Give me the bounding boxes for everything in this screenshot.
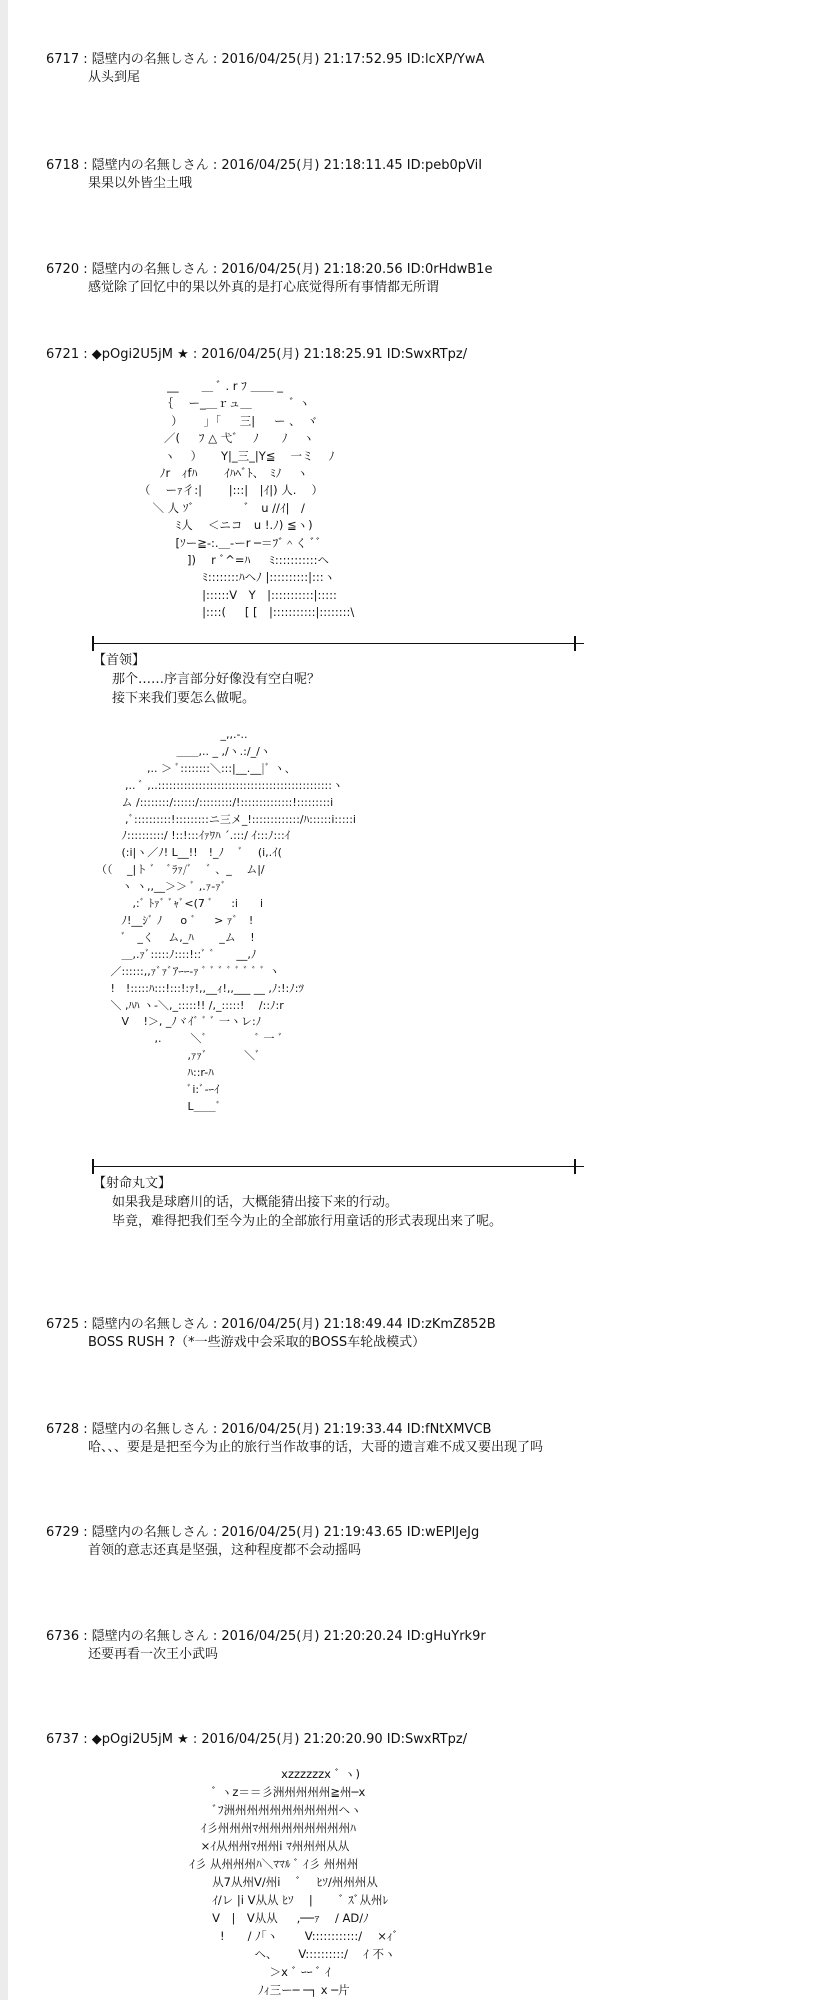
divider-tick-left — [92, 636, 94, 651]
dialog-line: 接下来我们要怎么做呢。 — [112, 691, 256, 706]
dialog-line: 毕竟，难得把我们至今为止的全部旅行用童话的形式表现出来了呢。 — [112, 1214, 503, 1229]
post-header: 6736 : 隠壁内の名無しさん : 2016/04/25(月) 21:20:20.24 ID:gHuYrk9r — [46, 1629, 486, 1644]
post-header: 6717 : 隠壁内の名無しさん : 2016/04/25(月) 21:17:52.95 ID:lcXP/YwA — [46, 52, 485, 67]
post-header: 6721 : ◆pOgi2U5jM ★ : 2016/04/25(月) 21:18:25.91 ID:SwxRTpz/ — [46, 347, 468, 362]
dialog-boss — [93, 651, 320, 708]
post-6720 — [46, 261, 801, 297]
dialog-line: 那个……序言部分好像没有空白呢？ — [112, 672, 321, 687]
post-6729 — [46, 1524, 801, 1560]
speaker-name: 【射命丸文】 — [93, 1176, 172, 1191]
dialog-aya — [93, 1174, 502, 1231]
dialog-line: 如果我是球磨川的话，大概能猜出接下来的行动。 — [112, 1195, 399, 1210]
post-header: 6720 : 隠壁内の名無しさん : 2016/04/25(月) 21:18:20.56 ID:0rHdwB1e — [46, 262, 493, 277]
post-6725 — [46, 1316, 801, 1352]
post-body: 哈、、、要是是把至今为止的旅行当作故事的话，大哥的遗言难不成又要出现了吗 — [88, 1440, 544, 1455]
divider-tick-right — [574, 636, 576, 651]
divider-line — [92, 1166, 584, 1167]
left-gutter — [0, 0, 8, 2000]
post-body: 感觉除了回忆中的果以外真的是打心底觉得所有事情都无所谓 — [88, 280, 440, 295]
post-6736 — [46, 1628, 801, 1664]
post-body: BOSS RUSH ?（*一些游戏中会采取的BOSS车轮战模式） — [88, 1335, 426, 1350]
post-body: 果果以外皆尘土哦 — [88, 176, 193, 191]
ascii-art-aya: _,,.-.. ＿＿,.. _ ,/ヽ.:/_/ヽ ,.. ＞ ﾞ::::::::＼:::|__.__|ﾞ ヽ、 ,.. ﾞ ,..:::::::::::::::::::::::::::::::::::::::::::::::ヽ ム /::::::::/::::::/:::::::::/!::::::::::::::!:::::::::i ,ﾞ::::::::::!:::::::::ニ三メ_!:::::::::::::/ﾊ::::::i:::::i ﾉ::::::::::/ !::!:::ｲｧﾜﾊ ´.:::/ ｲ:::ﾉ:::ｲ (:i|ヽ／ﾉ! L__!! !_ﾉ ﾞ (i,.ｲ( （（ _|ト ﾞ ﾞﾗｧ/ﾞ ﾞ 、_ ム|/ ヽ ヽ,,__＞＞ ﾞ ,.ｧ-ｧﾞ ,:ﾞ ﾄｧﾞ ﾞｬﾞ<(7 ﾞ :i i ﾉ!__ｼﾞ ﾉ o ﾞ > ｧﾞ ! ﾞ _く ム,_ﾊ _ム ! ＿,.ｧﾞ:::::ﾉ::::!::ﾞ ﾞ __,ﾉ ／::::::,,ｧﾞｧﾞｱｰｰ-ｧ ﾞ ﾞ ﾞ ﾞ ﾞ ﾞ ﾞ ﾞ ヽ ! !:::::ﾊ:::!:::!:ｧ!,,__ｨ!,,___ __ ,ﾉ:!:ﾉ:ﾂ ＼ ,ﾊﾊ ヽ-＼,_:::::!! /,_:::::! /::ﾉ:r V !＞, _ﾉヾｲﾞ ﾞ ﾞ 一ヽレ:ﾉ ,. ＼ﾞ ﾞ 一 ﾞ ,ｧｧﾞ ＼ﾞ ﾊ::r-ﾊ ﾞi:ﾞ-ｰｲ L＿＿ﾞ — [96, 728, 356, 1113]
post-6728 — [46, 1421, 801, 1457]
post-6718 — [46, 157, 801, 193]
post-body: 首领的意志还真是坚强，这种程度都不会动摇吗 — [88, 1543, 362, 1558]
post-header: 6718 : 隠壁内の名無しさん : 2016/04/25(月) 21:18:11.45 ID:peb0pViI — [46, 158, 483, 173]
ascii-art-third: xzzzzzzx ﾞ ヽ) ﾞ ヽz＝＝彡洲州州州州≧州─x ﾞﾌ洲州州州州州州州州州ヘヽ ｲ彡州州州ﾏ州州州州州州州州ﾊ ×ｲ从州州ﾏ州州i ﾏ州州州从从 ｲ彡 从州州州ﾊ＼ﾏﾏﾙ ﾞ ｲ彡 州州州 从7从州V/州i ﾞ ﾋｿ/州州州从 ｲ/レ |i V从从 ﾋｿ | ﾞ ｽﾞ从州ﾚ V | V从从 ,──ｧ / AD/ﾉ ! / ﾉ｢ヽ V::::::::::::/ ×ｨﾞ ヘ、 V::::::::::/ ｲ 不ヽ ＞x ﾞ ｰｰ ﾞ ｲ ﾉｨ三ー─ ─┐ x ─片 — [189, 1767, 399, 1997]
ascii-art-boss: __ ＿ ﾞ . r ﾌ ＿＿ _ ｛ ー_＿ｒュ＿ ﾞ ヽ ） 」｢ 三| ー 、 ヾ ／( ﾌ △ 弋ﾞ ﾉ ﾉ ヽ ヽ ） Y|_三_|Y≦ 一ミ ﾉ ﾉr ｨfﾊ ｲﾊﾍﾞﾄ、 ﾐﾉ ヽ （ ーｧ彳:| |:::| |ｲ|) 人. ） ＼ 人 ｿﾞ ﾞ u //ｲ| / ﾐ人 ＜ニコ u !.ﾉ) ≦ヽ) [ｿー≧-:.＿-ーr ─＝ﾌﾞ＾く ﾞﾞ ]) r ﾞ^=ﾊ ﾐ:::::::::::ヘ ﾐ::::::::ﾊヘﾉ |::::::::::|:::ヽ |::::::V Y |:::::::::::|::::: |::::( [ [ |:::::::::::|::::::::\ — [144, 379, 355, 620]
speaker-name: 【首领】 — [93, 653, 146, 668]
divider-line — [92, 643, 584, 644]
post-6717 — [46, 51, 801, 87]
post-header: 6728 : 隠壁内の名無しさん : 2016/04/25(月) 21:19:33.44 ID:fNtXMVCB — [46, 1422, 492, 1437]
post-6737 — [46, 1731, 801, 1749]
post-header: 6737 : ◆pOgi2U5jM ★ : 2016/04/25(月) 21:20:20.90 ID:SwxRTpz/ — [46, 1732, 468, 1747]
divider-tick-right — [574, 1159, 576, 1174]
post-6721 — [46, 346, 801, 364]
post-body: 还要再看一次王小武吗 — [88, 1647, 219, 1662]
divider-tick-left — [92, 1159, 94, 1174]
post-header: 6725 : 隠壁内の名無しさん : 2016/04/25(月) 21:18:49.44 ID:zKmZ852B — [46, 1317, 496, 1332]
post-header: 6729 : 隠壁内の名無しさん : 2016/04/25(月) 21:19:43.65 ID:wEPlJeJg — [46, 1525, 480, 1540]
post-body: 从头到尾 — [88, 70, 141, 85]
